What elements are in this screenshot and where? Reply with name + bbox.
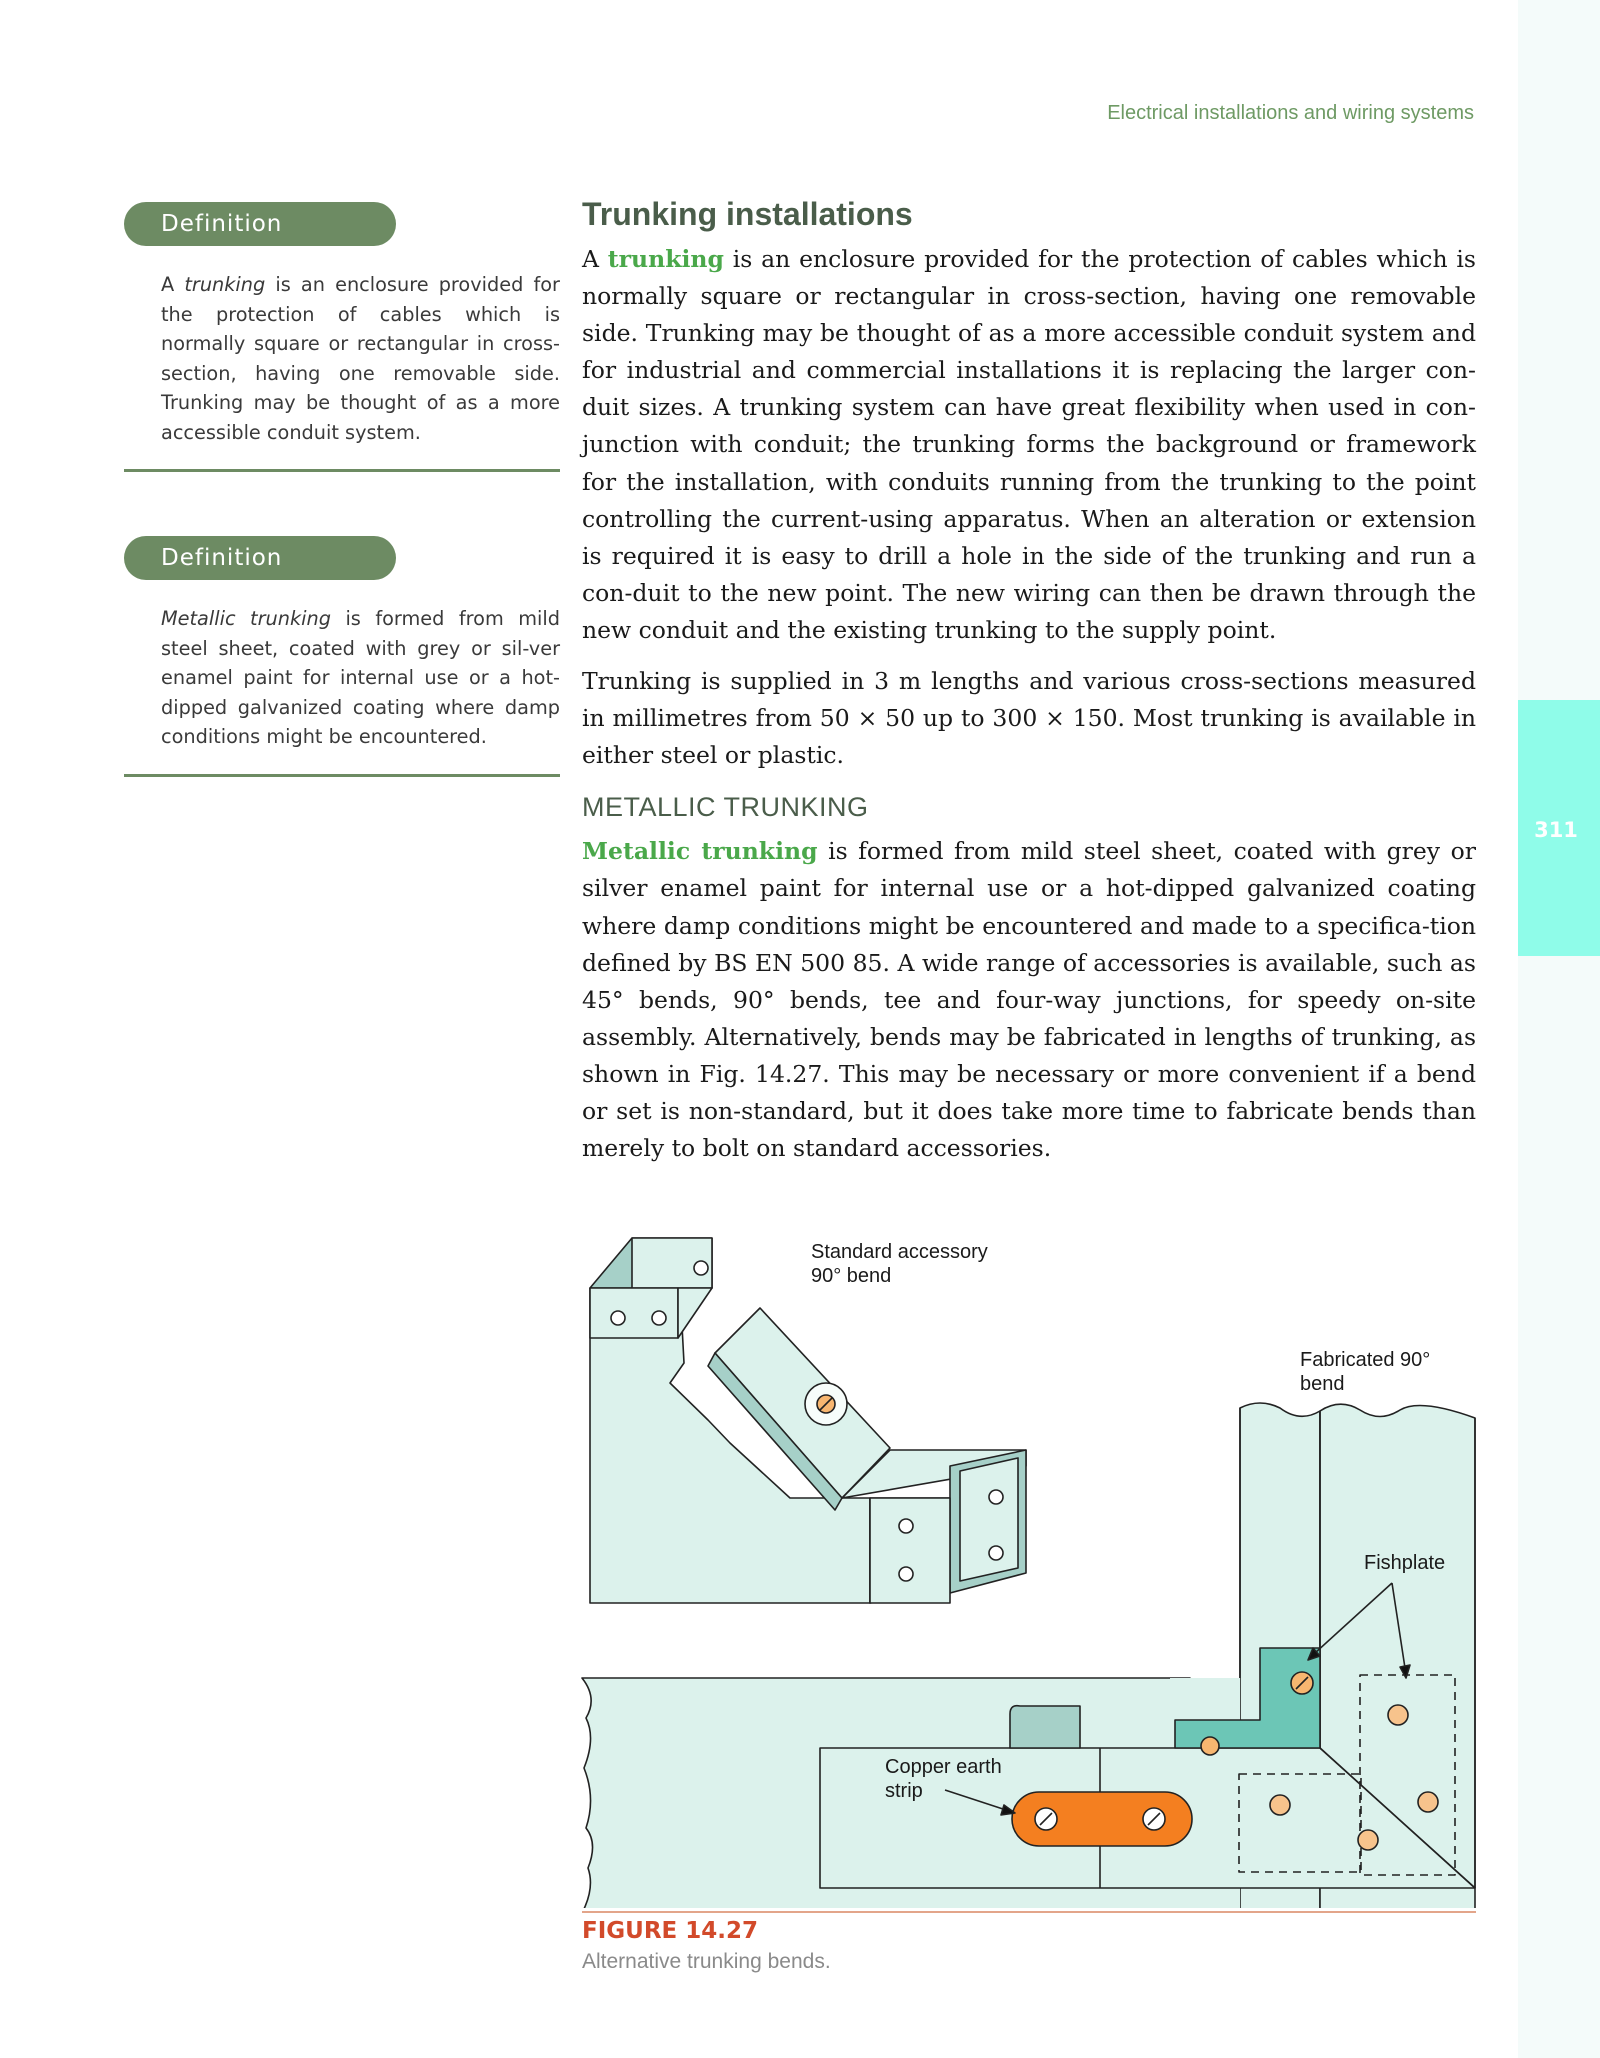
body-paragraph-2: Trunking is supplied in 3 m lengths and various cross-sections measured in millimetres from 50 × 50 up to 300 × 150. Most trunking is available in either steel or plastic. bbox=[582, 667, 1476, 770]
body-paragraph-3: Metallic trunking is formed from mild steel sheet, coated with grey or silver enamel paint for internal use or a hot-dipped galvanized coating where damp conditions might be encountered and made to a specifica-tion defined by BS EN 500 85. A wide range of accessories is available, such as 45° bends, 90° bends, tee and four-way junctions, for speedy on-site assembly. Alternatively, bends may be fabricated in lengths of trunking, as shown in Fig. 14.27. This may be necessary or more convenient if a bend or set is non-standard, but it does take more time to fabricate bends than merely to bolt on standard accessories. bbox=[582, 837, 1477, 1163]
trunking-bends-illustration bbox=[580, 1228, 1480, 1908]
figure-divider bbox=[582, 1911, 1476, 1913]
definition-divider bbox=[124, 469, 560, 472]
definition-box-trunking bbox=[124, 202, 560, 472]
label-standard-bend: 90° bend bbox=[811, 1265, 892, 1287]
standard-accessory-bend bbox=[590, 1238, 1026, 1603]
subsection-title: METALLIC TRUNKING bbox=[582, 792, 869, 823]
label-standard-accessory: Standard accessory bbox=[811, 1241, 988, 1263]
definition-text: Metallic trunking is formed from mild steel sheet, coated with grey or sil-ver enamel paint for internal use or a hot-dipped galvanized coating where damp conditions might be encountered. bbox=[161, 607, 560, 748]
definition-label: Definition bbox=[124, 202, 396, 246]
figure-number: FIGURE 14.27 bbox=[582, 1918, 759, 1944]
label-copper-strip: strip bbox=[885, 1780, 923, 1802]
label-fabricated: Fabricated 90° bbox=[1300, 1349, 1431, 1371]
label-copper-earth: Copper earth bbox=[885, 1756, 1002, 1778]
side-margin-strip bbox=[1518, 0, 1600, 2058]
definition-divider bbox=[124, 774, 560, 777]
label-fishplate: Fishplate bbox=[1364, 1552, 1446, 1574]
definition-box-metallic-trunking bbox=[124, 536, 560, 777]
main-column bbox=[582, 196, 1476, 1167]
page-number: 311 bbox=[1534, 818, 1578, 842]
body-paragraph-1: A trunking is an enclosure provided for the protection of cables which is normally square or rectangular in cross-section, having one removable side. Trunking may be thought of as a more accessible conduit system and for industrial and commercial installations it is replacing the larger con-duit sizes. A trunking system can have great flexibility when used in con-junction with conduit; the trunking forms the background or framework for the installation, with conduits running from the trunking to the point controlling the current-using apparatus. When an alteration or extension is required it is easy to drill a hole in the side of the trunking and run a con-duit to the new point. The new wiring can then be drawn through the new conduit and the existing trunking to the supply point. bbox=[582, 245, 1476, 644]
label-fabricated-bend: bend bbox=[1300, 1373, 1345, 1395]
definition-text: A trunking is an enclosure provided for the protection of cables which is normally square or rectangular in cross-section, having one removable side. Trunking may be thought of as a more accessible conduit system. bbox=[161, 273, 560, 444]
figure-caption: Alternative trunking bends. bbox=[582, 1950, 831, 1973]
definition-label: Definition bbox=[124, 536, 396, 580]
running-head: Electrical installations and wiring systems bbox=[1107, 102, 1474, 124]
section-title: Trunking installations bbox=[582, 196, 913, 232]
